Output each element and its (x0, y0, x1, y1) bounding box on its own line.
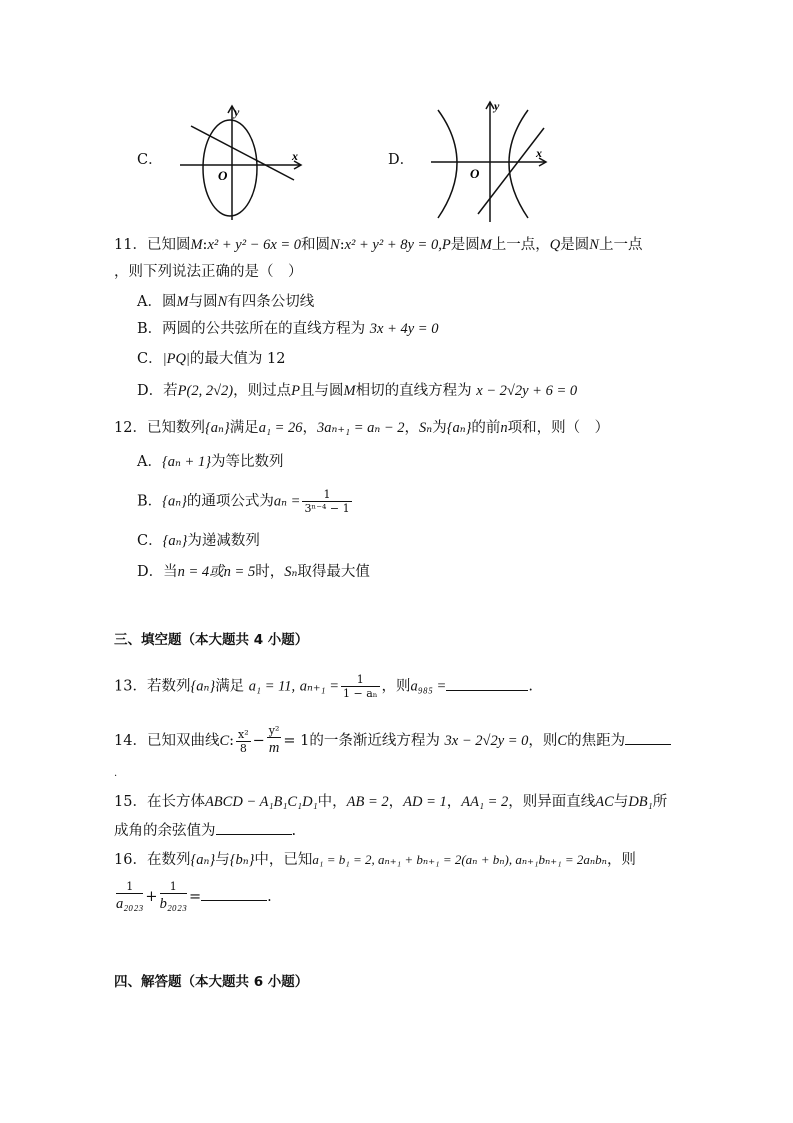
figure-d-hyperbola-line-graph (428, 96, 552, 226)
q14-answer-blank[interactable] (625, 730, 671, 745)
q11-equation-n: x² + y² + 8y = 0, (344, 237, 442, 253)
hyperbola-left-branch (438, 110, 457, 218)
q14-stem: 14．已知双曲线C: $\frac{\text{x²}}{8}$ − $\frac{\text{y²}}{m} = 1$的一条渐近线方程为 3x − 2√2y = 0，则C的焦距为 (114, 724, 671, 758)
q16-fraction-a: $\frac{1}{\text{a₂₀₂₃}}$ (116, 880, 144, 912)
q11-number: 11． (114, 237, 147, 253)
x-axis-label: x (292, 149, 298, 163)
q11-option-c: C．|PQ|的最大值为 12 (137, 351, 286, 367)
q12-stem: 12．已知数列{aₙ}满足a₁ = 26，3aₙ₊₁ = aₙ − 2，Sₙ为{aₙ}的前n项和，则（ ） (114, 420, 610, 436)
q13-stem: 13．若数列{aₙ}满足 a₁ = 11, aₙ₊₁ = $\frac{1}{\text{1 − aₙ}}$ ，则a₉₈₅ = . (114, 673, 533, 700)
q12-b-fraction: $\frac{1}{\text{3ⁿ⁻⁴ − 1}}$ (304, 488, 350, 515)
q11-option-b: B．两圆的公共弦所在的直线方程为 3x + 4y = 0 (137, 321, 439, 337)
origin-label: O (218, 168, 228, 183)
ellipse-curve (203, 120, 257, 216)
q16-answer-blank[interactable] (201, 886, 267, 901)
y-axis-label: y (494, 99, 500, 113)
q15-stem-line2: 成角的余弦值为 . (114, 820, 296, 841)
q11-equation-m: x² + y² − 6x = 0 (207, 237, 302, 253)
figure-c-label: C． (137, 152, 163, 168)
y-axis-label: y (234, 105, 240, 119)
section-3-heading: 三、填空题（本大题共 4 小题） (114, 632, 309, 648)
x-axis-label: x (536, 146, 542, 160)
origin-label: O (470, 166, 480, 181)
figure-c-ellipse-line-graph (176, 98, 306, 223)
section-4-heading: 四、解答题（本大题共 6 小题） (114, 974, 309, 990)
q15-number: 15． (114, 794, 147, 810)
q13-number: 13． (114, 678, 147, 695)
q13-answer-blank[interactable] (446, 676, 528, 691)
q14-fraction-y: $\frac{\text{y²}}{m}$ (268, 724, 280, 756)
q14-fraction-x: $\frac{\text{x²}}{8}$ (238, 727, 249, 755)
q16-stem: 16．在数列{aₙ}与{bₙ}中，已知a₁ = b₁ = 2, aₙ₊₁ + bₙ₊₁ = 2(aₙ + bₙ), aₙ₊₁bₙ₊₁ = 2aₙbₙ，则 (114, 852, 636, 868)
q13-fraction: $\frac{1}{\text{1 − aₙ}}$ (343, 673, 378, 700)
q15-stem: 15．在长方体ABCD − A₁B₁C₁D₁中，AB = 2，AD = 1，AA₁ = 2，则异面直线AC与DB₁所 (114, 794, 668, 810)
q12-number: 12． (114, 420, 147, 436)
q12-option-d: D．当n = 4或n = 5时，Sₙ取得最大值 (137, 564, 370, 580)
q14-number: 14． (114, 733, 147, 749)
straight-line (191, 126, 294, 180)
figure-d-label: D． (388, 152, 415, 168)
q12-option-b: B．{aₙ}的通项公式为aₙ = $\frac{1}{\text{3ⁿ⁻⁴ − 1}}$ (137, 488, 350, 515)
q16-number: 16． (114, 852, 147, 868)
q12-option-a: A．{aₙ + 1}为等比数列 (137, 454, 284, 470)
hyperbola-right-branch (509, 110, 528, 218)
q12-option-c: C．{aₙ}为递减数列 (137, 533, 260, 549)
q16-fraction-b: $\frac{1}{\text{b₂₀₂₃}}$ (159, 880, 187, 912)
q11-option-d: D．若P(2, 2√2)，则过点P且与圆M相切的直线方程为 x − 2√2y + 6 = 0 (137, 383, 578, 399)
q15-answer-blank[interactable] (216, 820, 292, 835)
q16-expression: $\frac{1}{\text{a₂₀₂₃}}$ + $\frac{1}{\text{b₂₀₂₃}}$ = . (116, 880, 272, 912)
q11-stem-line2: ，则下列说法正确的是（ ） (114, 264, 303, 280)
straight-line (478, 128, 544, 214)
q14-trailing-dot: . (114, 768, 118, 779)
q11-option-a: A．圆M与圆N有四条公切线 (137, 294, 315, 310)
q11-stem: 11．已知圆M:x² + y² − 6x = 0和圆N:x² + y² + 8y = 0,P是圆M上一点，Q是圆N上一点 (114, 237, 643, 253)
